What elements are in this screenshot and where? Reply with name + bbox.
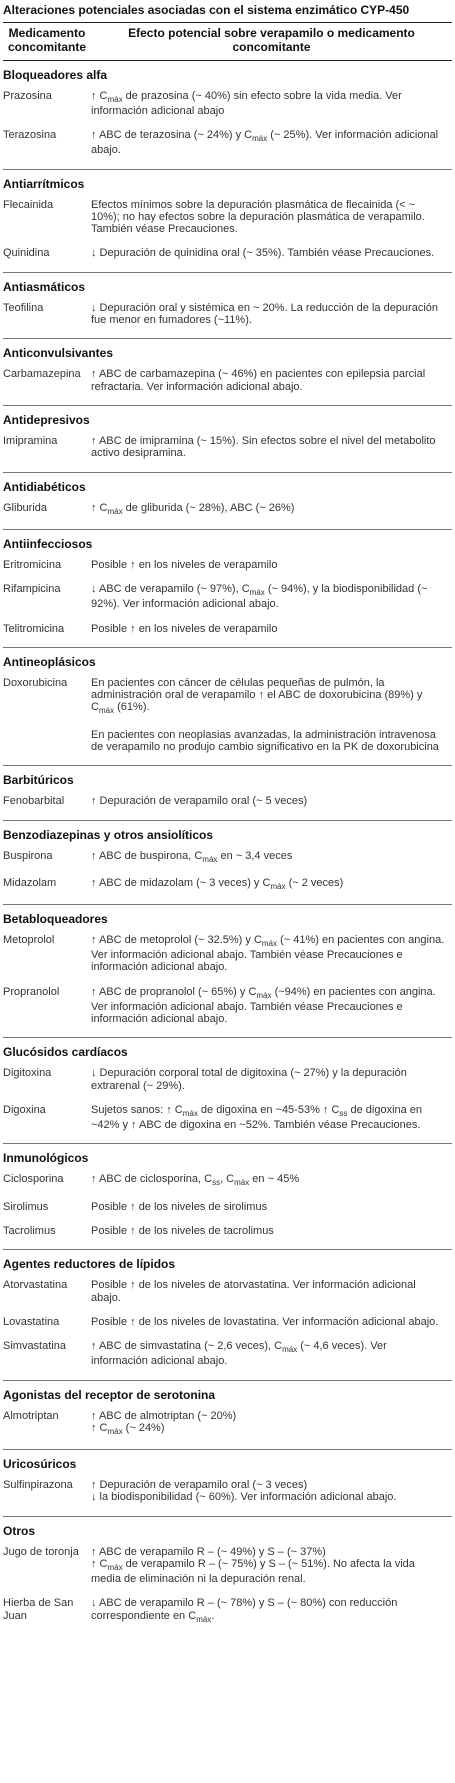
drug-name: Sulfinpirazona <box>3 1479 73 1492</box>
category-heading: Agentes reductores de lípidos <box>3 1257 176 1272</box>
effect-description <box>91 877 452 892</box>
drug-name: Simvastatina <box>3 1340 66 1353</box>
effect-paragraph: ↑ ABC de imipramina (~ 15%). Sin efectos sobre el nivel del metabolito activo desipramina. <box>91 435 436 460</box>
drug-name: Telitromicina <box>3 622 65 635</box>
effect-description <box>91 1316 452 1328</box>
table-row <box>3 1279 452 1316</box>
drug-name: Quinidina <box>3 247 50 260</box>
effect-paragraph: ↑ ABC de buspirona, $C_{máx}$ en ~ 3,4 veces <box>91 849 293 864</box>
table-row <box>3 247 452 271</box>
effect-paragraph: Posible ↑ de los niveles de atorvastatina. Ver información adicional abajo. <box>91 1279 416 1304</box>
category-heading: Antiarrítmicos <box>3 176 85 191</box>
effect-description <box>91 1340 452 1367</box>
drug-name: Sirolimus <box>3 1200 49 1213</box>
effect-description <box>91 1201 452 1213</box>
drug-name: Midazolam <box>3 876 57 889</box>
drug-name: Almotriptan <box>3 1409 59 1422</box>
drug-category-section <box>3 1037 452 1143</box>
effect-paragraph: En pacientes con cáncer de células pequeñas de pulmón, la administración oral de verapamilo ↑ el ABC de doxorubicina (89%) y $C_{máx}$ (61%). <box>91 676 423 716</box>
table-row <box>3 90 452 129</box>
effect-paragraph: ↓ Depuración corporal total de digitoxina (~ 27%) y la depuración extrarenal (~ 29%). <box>91 1067 407 1092</box>
effect-paragraph: Posible ↑ de los niveles de sirolimus <box>91 1200 268 1213</box>
drug-name: Terazosina <box>3 129 57 142</box>
effect-paragraph: Posible ↑ de los niveles de tacrolimus <box>91 1224 274 1237</box>
effect-description <box>91 583 452 610</box>
drug-name: Rifampicina <box>3 583 61 596</box>
drug-name: Ciclosporina <box>3 1173 64 1186</box>
effect-paragraph: ↑ ABC de midazolam (~ 3 veces) y $C_{máx}$ (~ 2 veces) <box>91 876 344 891</box>
drug-category-section <box>3 1516 452 1637</box>
table-row <box>3 1104 452 1143</box>
category-heading: Antidiabéticos <box>3 479 86 494</box>
effect-paragraph: ↑ $C_{máx}$ de gliburida (~ 28%), ABC (~ 26%) <box>91 501 295 516</box>
effect-paragraph: ↑ $C_{máx}$ de prazosina (~ 40%) sin efecto sobre la vida media. Ver información adicional abajo <box>91 89 402 117</box>
effect-paragraph: ↑ Depuración de verapamilo oral (~ 3 veces) ↓ la biodisponibilidad (~ 60%). Ver información adicional abajo. <box>91 1479 397 1504</box>
table-row <box>3 877 452 904</box>
drug-category-section <box>3 405 452 472</box>
effect-description <box>91 795 452 807</box>
drug-category-section <box>3 272 452 339</box>
effect-description <box>91 986 452 1026</box>
effect-paragraph: ↑ ABC de simvastatina (~ 2,6 veces), $C_{máx}$ (~ 4,6 veces). Ver información adicional abajo. <box>91 1340 387 1368</box>
effect-description <box>91 90 452 117</box>
category-heading: Agonistas del receptor de serotonina <box>3 1387 216 1402</box>
table-row <box>3 623 452 647</box>
table-row <box>3 1173 452 1200</box>
effect-paragraph: ↑ ABC de almotriptan (~ 20%) ↑ $C_{máx}$ (~ 24%) <box>91 1409 237 1437</box>
table-row <box>3 934 452 986</box>
drug-name: Buspirona <box>3 849 53 862</box>
effect-paragraph: Posible ↑ en los niveles de verapamilo <box>91 558 278 571</box>
table-row <box>3 795 452 819</box>
drug-name: Flecainida <box>3 198 54 211</box>
effect-paragraph: ↑ ABC de propranolol (~ 65%) y $C_{máx}$ (~94%) en pacientes con angina. Ver información adicional abajo. También véase Precauciones e información adicional abajo. <box>91 985 436 1026</box>
category-heading: Antidepresivos <box>3 413 90 427</box>
effect-description <box>91 247 452 259</box>
table-row <box>3 677 452 765</box>
drug-name: Digoxina <box>3 1103 46 1116</box>
effect-description <box>91 129 452 156</box>
drug-name: Jugo de toronja <box>3 1545 79 1558</box>
effect-description <box>91 435 452 460</box>
effect-paragraph: ↑ ABC de verapamilo R – (~ 49%) y S – (~ 37%) ↑ $C_{máx}$ de verapamilo R – (~ 75%) y S – (~ 51%). No afecta la vida media de eliminación ni la depuración renal. <box>91 1545 415 1586</box>
category-heading: Betabloqueadores <box>3 911 108 926</box>
drug-name: Propranolol <box>3 985 60 998</box>
category-heading: Otros <box>3 1523 36 1538</box>
category-heading: Bloqueadores alfa <box>3 67 108 82</box>
category-heading: Inmunológicos <box>3 1151 89 1166</box>
effect-paragraph: ↑ Depuración de verapamilo oral (~ 5 veces) <box>91 795 308 808</box>
drug-name: Doxorubicina <box>3 676 68 689</box>
drug-category-section <box>3 61 452 169</box>
effect-paragraph: ↓ ABC de verapamilo R – (~ 78%) y S – (~ 80%) con reducción correspondiente en $C_{máx}$. <box>91 1597 398 1624</box>
category-heading: Antineoplásicos <box>3 654 96 669</box>
effect-paragraph: Efectos mínimos sobre la depuración plasmática de flecainida (< ~ 10%); no hay efectos sobre la depuración plasmática de verapamilo. También véase Precauciones. <box>91 198 425 236</box>
column-headers <box>3 23 452 61</box>
category-heading: Glucósidos cardíacos <box>3 1045 128 1060</box>
table-row <box>3 502 452 529</box>
category-heading: Barbitúricos <box>3 773 74 788</box>
effect-description <box>91 199 452 236</box>
drug-category-section <box>3 169 452 272</box>
category-heading: Antiinfecciosos <box>3 536 93 551</box>
effect-description <box>91 368 452 393</box>
effect-description <box>91 1173 452 1188</box>
drug-category-section <box>3 765 452 819</box>
drug-category-section <box>3 820 452 904</box>
drug-name: Hierba de San Juan <box>3 1597 74 1622</box>
drug-category-section <box>3 1249 452 1379</box>
category-heading: Uricosúricos <box>3 1457 77 1472</box>
drug-category-section <box>3 1449 452 1516</box>
drug-category-section <box>3 338 452 405</box>
table-row <box>3 1067 452 1104</box>
drug-name: Teofilina <box>3 301 44 314</box>
table-body <box>3 61 452 1637</box>
drug-category-section <box>3 529 452 647</box>
drug-category-section <box>3 904 452 1038</box>
drug-name: Fenobarbital <box>3 795 65 808</box>
effect-paragraph: Sujetos sanos: ↑ $C_{máx}$ de digoxina en ~45-53% ↑ $C_{ss}$ de digoxina en ~42% y ↑ ABC de digoxina en ~52%. También véase Precauciones. <box>91 1103 423 1132</box>
table-row <box>3 1225 452 1249</box>
drug-name: Imipramina <box>3 435 58 447</box>
effect-description <box>91 1597 452 1624</box>
effect-paragraph: ↑ ABC de metoprolol (~ 32.5%) y $C_{máx}$ (~ 41%) en pacientes con angina. Ver información adicional abajo. También véase Precauciones e información adicional abajo. <box>91 933 445 974</box>
table-row <box>3 1410 452 1449</box>
effect-description <box>91 850 452 865</box>
drug-name: Eritromicina <box>3 558 62 571</box>
effect-description <box>91 502 452 517</box>
drug-name: Gliburida <box>3 501 48 514</box>
interaction-table-page <box>0 3 455 1637</box>
drug-name: Metoprolol <box>3 933 55 946</box>
table-row <box>3 559 452 583</box>
table-row <box>3 1340 452 1379</box>
drug-category-section <box>3 472 452 529</box>
effect-description <box>91 1104 452 1131</box>
effect-description <box>91 623 452 635</box>
table-row <box>3 199 452 248</box>
drug-name: Prazosina <box>3 89 52 102</box>
table-row <box>3 368 452 405</box>
table-row <box>3 986 452 1038</box>
effect-paragraph: ↓ Depuración de quinidina oral (~ 35%). También véase Precauciones. <box>91 247 435 260</box>
table-row <box>3 850 452 877</box>
drug-name: Lovastatina <box>3 1315 60 1328</box>
drug-category-section <box>3 1380 452 1449</box>
drug-name: Carbamazepina <box>3 368 81 381</box>
effect-paragraph: ↑ ABC de terazosina (~ 24%) y $C_{máx}$ (~ 25%). Ver información adicional abajo. <box>91 129 439 157</box>
drug-name: Atorvastatina <box>3 1279 68 1292</box>
effect-description <box>91 559 452 571</box>
effect-description <box>91 934 452 974</box>
effect-description <box>91 302 452 327</box>
table-row <box>3 1597 452 1636</box>
table-row <box>3 302 452 339</box>
effect-paragraph: ↓ Depuración oral y sistémica en ~ 20%. La reducción de la depuración fue menor en fumadores (~11%). <box>91 301 439 327</box>
table-row <box>3 435 452 472</box>
table-row <box>3 129 452 168</box>
category-heading: Anticonvulsivantes <box>3 346 114 361</box>
table-row <box>3 1546 452 1598</box>
table-row <box>3 1479 452 1516</box>
col-header-effect: Efecto potencial sobre verapamilo o medicamento concomitante <box>128 26 415 54</box>
effect-description <box>91 1479 452 1504</box>
effect-description <box>91 1546 452 1586</box>
effect-paragraph: ↑ ABC de ciclosporina, $C_{ss}$, $C_{máx}$ en ~ 45% <box>91 1173 300 1188</box>
effect-description <box>91 1225 452 1237</box>
table-row <box>3 1316 452 1340</box>
drug-name: Digitoxina <box>3 1067 52 1080</box>
effect-paragraph: En pacientes con neoplasias avanzadas, la administración intravenosa de verapamilo no produjo cambio significativo en la PK de doxorubicina <box>91 728 439 753</box>
col-header-drug: Medicamento concomitante <box>7 26 86 54</box>
effect-paragraph: Posible ↑ en los niveles de verapamilo <box>91 622 278 635</box>
drug-name: Tacrolimus <box>3 1224 56 1237</box>
table-title: Alteraciones potenciales asociadas con el sistema enzimático CYP-450 <box>3 3 452 23</box>
effect-paragraph: ↓ ABC de verapamilo (~ 97%), $C_{máx}$ (~ 94%), y la biodisponibilidad (~ 92%). Ver información adicional abajo. <box>91 583 428 611</box>
effect-description <box>91 1279 452 1304</box>
drug-category-section <box>3 647 452 765</box>
category-heading: Benzodiazepinas y otros ansiolíticos <box>3 827 214 842</box>
effect-paragraph: ↑ ABC de carbamazepina (~ 46%) en pacientes con epilepsia parcial refractaria. Ver información adicional abajo. <box>91 368 426 393</box>
table-row <box>3 583 452 622</box>
effect-description <box>91 677 452 753</box>
category-heading: Antiasmáticos <box>3 279 86 294</box>
drug-category-section <box>3 1143 452 1249</box>
table-row <box>3 1201 452 1225</box>
effect-description <box>91 1067 452 1092</box>
effect-description <box>91 1410 452 1437</box>
effect-paragraph: Posible ↑ de los niveles de lovastatina. Ver información adicional abajo. <box>91 1315 439 1328</box>
